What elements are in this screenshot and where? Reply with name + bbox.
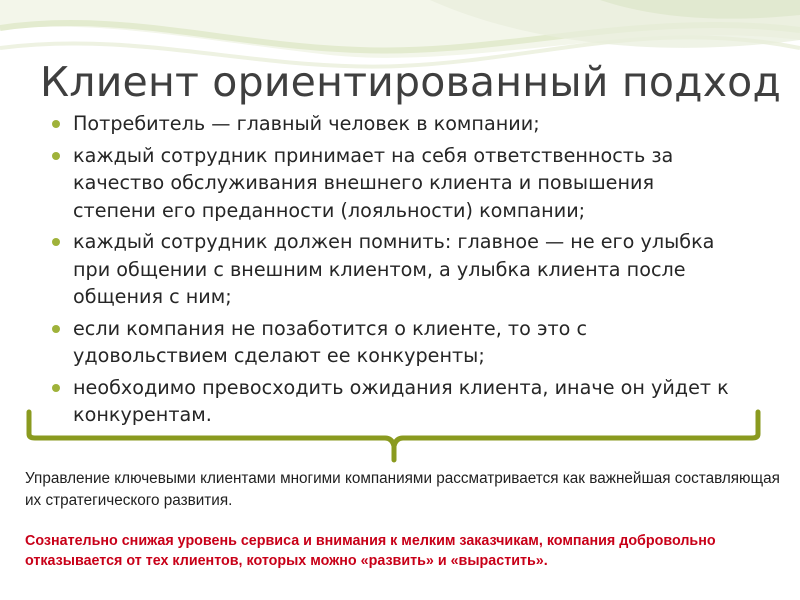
bullet-text: если компания не позаботится о клиенте, то это с удовольствием сделают ее конкуренты;	[73, 316, 588, 367]
bullet-text: Потребитель — главный человек в компании;	[73, 112, 540, 135]
bullet-text: каждый сотрудник принимает на себя ответственность за качество обслуживания внешнего клиента и повышения степени его преданности (лояльности) компании;	[73, 143, 674, 222]
summary-note: Управление ключевыми клиентами многими компаниями рассматривается как важнейшая составляющая их стратегического развития.	[25, 470, 780, 509]
emphasis-note: Сознательно снижая уровень сервиса и внимания к мелким заказчикам, компания добровольно отказывается от тех клиентов, которых можно «развить» и «вырастить».	[25, 533, 716, 569]
slide-title: Клиент ориентированный подход	[40, 58, 782, 106]
bullet-text: необходимо превосходить ожидания клиента, иначе он уйдет к конкурентам.	[73, 375, 729, 426]
bullet-text: каждый сотрудник должен помнить: главное — не его улыбка при общении с внешним клиентом, а улыбка клиента после общения с ним;	[73, 230, 715, 308]
